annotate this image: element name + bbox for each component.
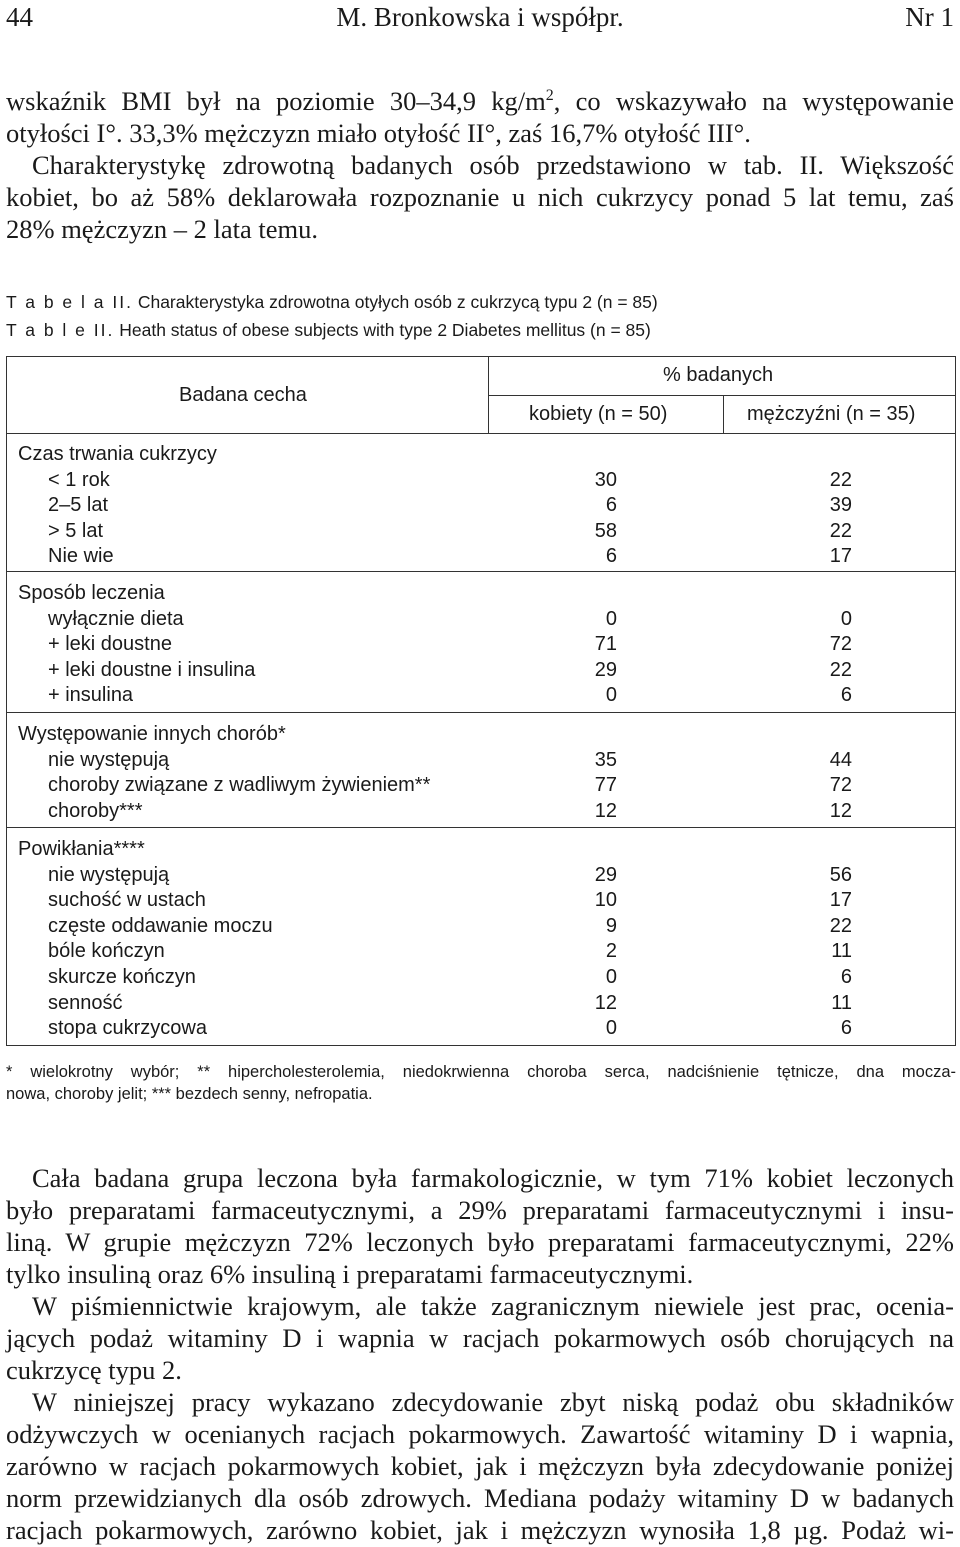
women-value: 29 xyxy=(594,658,617,681)
women-value: 9 xyxy=(605,914,617,937)
section-title: Powikłania**** xyxy=(18,838,145,860)
women-value: 12 xyxy=(594,799,617,822)
men-value: 11 xyxy=(831,991,852,1014)
body-line: odżywczych w ocenianych racjach pokarmowych. Zawartość witaminy D i wapnia, xyxy=(6,1419,954,1449)
men-value: 56 xyxy=(829,863,852,886)
section-title: Występowanie innych chorób* xyxy=(18,723,286,745)
section-divider xyxy=(7,827,955,828)
row-label: bóle kończyn xyxy=(48,940,165,963)
row-label: senność xyxy=(48,991,123,1014)
men-value: 72 xyxy=(829,774,852,797)
intro-line: kobiet, bo aż 58% deklarowała rozpoznanie u nich cukrzycy ponad 5 lat temu, zaś xyxy=(6,181,954,212)
intro-paragraph xyxy=(6,80,954,245)
section-divider xyxy=(7,712,955,713)
row-label: nie występują xyxy=(48,863,170,886)
body-line: tylko insuliną oraz 6% insuliną i preparatami farmaceutycznymi. xyxy=(6,1259,694,1289)
women-value: 29 xyxy=(594,863,617,886)
health-table xyxy=(6,356,956,1046)
women-value: 58 xyxy=(594,519,617,542)
table-footnote xyxy=(6,1061,956,1105)
table-caption-en: T a b l e II. Heath status of obese subjects with type 2 Diabetes mellitus (n = 85) xyxy=(6,320,651,340)
row-label: + insulina xyxy=(48,684,134,707)
row-label: > 5 lat xyxy=(48,519,104,542)
intro-line: Charakterystykę zdrowotną badanych osób przedstawiono w tab. II. Większość xyxy=(32,149,954,180)
row-label: suchość w ustach xyxy=(48,889,206,912)
row-label: skurcze kończyn xyxy=(48,966,196,988)
men-value: 22 xyxy=(829,658,852,681)
women-value: 77 xyxy=(594,774,617,797)
women-value: 35 xyxy=(594,748,617,771)
row-label: + leki doustne xyxy=(48,633,172,656)
women-value: 12 xyxy=(594,991,617,1014)
header-men: mężczyźni (n = 35) xyxy=(747,403,916,425)
men-value: 17 xyxy=(829,889,852,912)
row-label: częste oddawanie moczu xyxy=(48,914,273,937)
women-value: 6 xyxy=(605,494,617,517)
women-value: 0 xyxy=(605,966,617,988)
men-value: 44 xyxy=(829,748,852,771)
row-label: wyłącznie dieta xyxy=(48,607,184,630)
men-value: 11 xyxy=(831,940,852,963)
men-value: 17 xyxy=(829,545,852,568)
row-label: nie występują xyxy=(48,748,170,771)
superscript: 2 xyxy=(545,87,554,104)
page-number: 44 xyxy=(6,2,33,32)
women-value: 0 xyxy=(605,1017,617,1040)
men-value: 6 xyxy=(840,966,852,988)
men-value: 12 xyxy=(829,799,852,822)
women-value: 0 xyxy=(605,684,617,707)
footnote-line: * wielokrotny wybór; ** hipercholesterolemia, niedokrwienna choroba serca, nadciśnienie tętnicze, dna mocza- xyxy=(6,1063,956,1081)
row-label: 2–5 lat xyxy=(48,494,109,517)
body-line: cukrzycę typu 2. xyxy=(6,1355,182,1385)
men-value: 22 xyxy=(829,519,852,542)
body-line: jących podaż witaminy D i wapnia w racjach pokarmowych osób chorujących na xyxy=(6,1323,954,1353)
body-line: W piśmiennictwie krajowym, ale także zagranicznym niewiele jest prac, oceniа- xyxy=(32,1291,954,1321)
header-women: kobiety (n = 50) xyxy=(529,403,668,425)
men-value: 22 xyxy=(829,468,852,491)
women-value: 30 xyxy=(594,468,617,491)
row-label: Nie wie xyxy=(48,545,114,568)
men-value: 0 xyxy=(840,607,852,630)
row-label: + leki doustne i insulina xyxy=(48,658,256,681)
intro-line: wskaźnik BMI był na poziomie 30–34,9 $kg/m^2$, co wskazywało na występowanie xyxy=(6,85,954,116)
men-value: 39 xyxy=(829,494,852,517)
women-value: 71 xyxy=(594,633,617,656)
men-value: 22 xyxy=(829,914,852,937)
row-label: choroby związane z wadliwym żywieniem** xyxy=(48,774,431,797)
body-line: Cała badana grupa leczona była farmakologicznie, w tym 71% kobiet leczonych xyxy=(32,1163,954,1193)
men-value: 72 xyxy=(829,633,852,656)
header-feature: Badana cecha xyxy=(179,384,307,406)
row-label: choroby*** xyxy=(48,799,143,822)
row-label: stopa cukrzycowa xyxy=(48,1017,207,1040)
section-divider xyxy=(7,571,955,572)
men-value: 6 xyxy=(840,684,852,707)
body-line: norm przewidzianych dla osób zdrowych. Mediana podaży witaminy D w badanych xyxy=(6,1483,954,1513)
section-title: Czas trwania cukrzycy xyxy=(18,443,217,465)
body-line: liną. W grupie mężczyzn 72% leczonych było preparatami farmaceutycznymi, 22% xyxy=(6,1227,954,1257)
intro-line: 28% mężczyzn – 2 lata temu. xyxy=(6,213,318,244)
running-authors: M. Bronkowska i współpr. xyxy=(336,2,624,32)
issue-number: Nr 1 xyxy=(905,2,954,32)
section-title: Sposób leczenia xyxy=(18,582,165,604)
running-header xyxy=(0,0,960,42)
body-line: W niniejszej pracy wykazano zdecydowanie zbyt niską podaż obu składników xyxy=(32,1387,954,1417)
men-value: 6 xyxy=(840,1017,852,1040)
women-value: 10 xyxy=(594,889,617,912)
header-divider xyxy=(7,433,955,434)
women-value: 6 xyxy=(605,545,617,568)
body-line: zarówno w racjach pokarmowych kobiet, jak i mężczyzn była zdecydowanie poniżej xyxy=(6,1451,954,1481)
women-value: 0 xyxy=(605,607,617,630)
row-label: < 1 rok xyxy=(48,468,110,491)
women-value: 2 xyxy=(605,940,617,963)
body-line: racjach pokarmowych, zarówno kobiet, jak i mężczyzn wynosiła 1,8 µg. Podaż wi- xyxy=(6,1515,954,1545)
intro-line: otyłości I°. 33,3% mężczyzn miało otyłość II°, zaś 16,7% otyłość III°. xyxy=(6,117,751,148)
table-caption-pl: T a b e l a II. Charakterystyka zdrowotna otyłych osób z cukrzycą typu 2 (n = 85) xyxy=(6,292,658,312)
body-line: było preparatami farmaceutycznymi, a 29% preparatami farmaceutycznymi i insu- xyxy=(6,1195,954,1225)
header-divider xyxy=(488,395,955,396)
header-group: % badanych xyxy=(663,364,774,386)
header-divider xyxy=(723,395,724,433)
footnote-line: nowa, choroby jelit; *** bezdech senny, nefropatia. xyxy=(6,1085,373,1103)
body-text xyxy=(6,1162,954,1546)
